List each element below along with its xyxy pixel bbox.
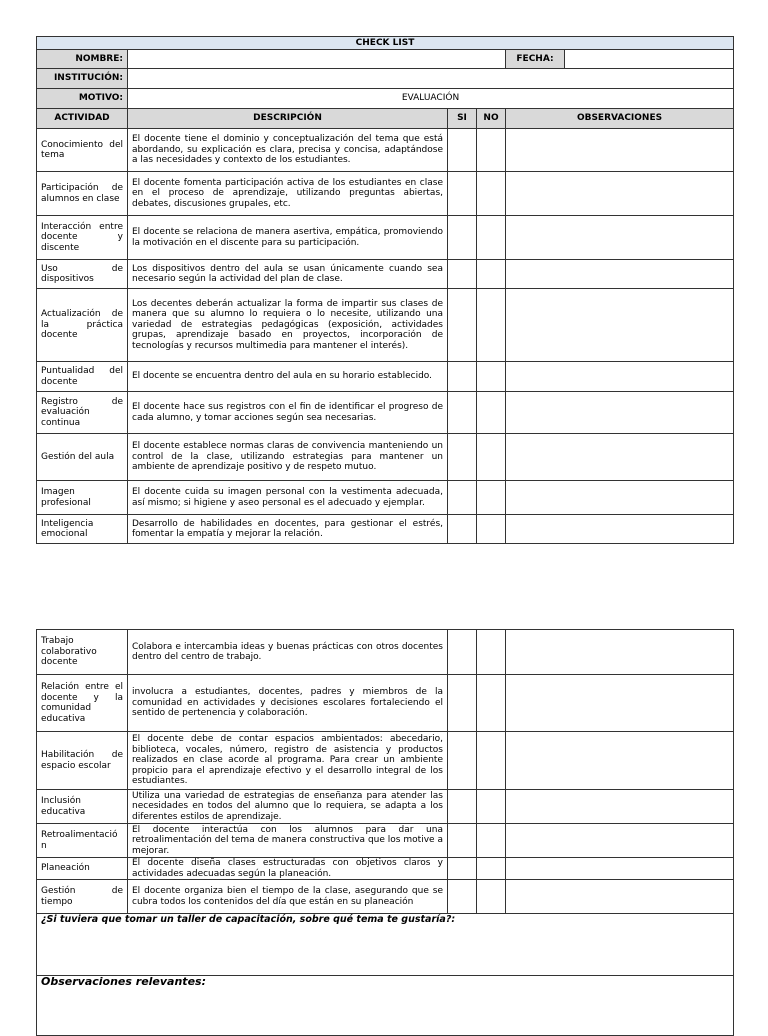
si-checkbox-cell[interactable] [448,858,477,880]
no-checkbox-cell[interactable] [477,260,506,289]
observation-cell[interactable] [506,216,734,260]
si-checkbox-cell[interactable] [448,675,477,732]
si-checkbox-cell[interactable] [448,515,477,544]
table-row [37,216,734,260]
checklist-table-page1 [36,36,734,544]
activity-cell: Habilitación de espacio escolar [37,732,128,790]
institucion-field[interactable] [128,69,734,89]
activity-cell: Actualización de la práctica docente [37,289,128,362]
table-row [37,172,734,216]
no-checkbox-cell[interactable] [477,824,506,858]
description-cell: El docente establece normas claras de convivencia manteniendo un control de la clase, utilizando estrategias para mantener un ambiente de aprendizaje positivo y de respeto mutuo. [128,434,448,481]
si-checkbox-cell[interactable] [448,824,477,858]
no-checkbox-cell[interactable] [477,129,506,172]
observation-cell[interactable] [506,362,734,392]
description-cell: El docente diseña clases estructuradas con objetivos claros y actividades adecuadas según la planeación. [128,858,448,880]
column-header-observaciones: OBSERVACIONES [506,109,734,129]
si-checkbox-cell[interactable] [448,172,477,216]
no-checkbox-cell[interactable] [477,434,506,481]
activity-cell: Puntualidad del docente [37,362,128,392]
description-cell: Los decentes deberán actualizar la forma de impartir sus clases de manera que su alumno lo requiera o lo necesite, utilizando una variedad de estrategias pedagógicas (exposición, actividades grupas, aprendizaje basado en proyectos, incorporación de tecnologías y recursos multimedia para mantener el interés). [128,289,448,362]
table-row [37,858,734,880]
table-row [37,362,734,392]
activity-cell: Registro de evaluación continua [37,392,128,434]
description-cell: Colabora e intercambia ideas y buenas prácticas con otros docentes dentro del centro de trabajo. [128,630,448,675]
no-checkbox-cell[interactable] [477,732,506,790]
si-checkbox-cell[interactable] [448,260,477,289]
si-checkbox-cell[interactable] [448,216,477,260]
activity-cell: Trabajo colaborativo docente [37,630,128,675]
observation-cell[interactable] [506,434,734,481]
observation-cell[interactable] [506,880,734,914]
description-cell: Los dispositivos dentro del aula se usan únicamente cuando sea necesario según la actividad del plan de clase. [128,260,448,289]
description-cell: El docente organiza bien el tiempo de la clase, asegurando que se cubra todos los contenidos del día que están en su planeación [128,880,448,914]
institucion-label: INSTITUCIÓN: [37,69,128,89]
nombre-field[interactable] [128,50,506,69]
no-checkbox-cell[interactable] [477,790,506,824]
observation-cell[interactable] [506,858,734,880]
table-row [37,675,734,732]
activity-cell: Gestión del aula [37,434,128,481]
activity-cell: Gestión de tiempo [37,880,128,914]
observation-cell[interactable] [506,289,734,362]
no-checkbox-cell[interactable] [477,515,506,544]
si-checkbox-cell[interactable] [448,362,477,392]
motivo-label: MOTIVO: [37,89,128,109]
column-header-no: NO [477,109,506,129]
activity-cell: Planeación [37,858,128,880]
table-row [37,790,734,824]
description-cell: involucra a estudiantes, docentes, padres y miembros de la comunidad en actividades y decisiones escolares fortaleciendo el sentido de pertenencia y colaboración. [128,675,448,732]
observation-cell[interactable] [506,675,734,732]
si-checkbox-cell[interactable] [448,434,477,481]
activity-cell: Inteligencia emocional [37,515,128,544]
description-cell: Utiliza una variedad de estrategias de enseñanza para atender las necesidades en todos del alumno que lo requiera, se adapta a los diferentes estilos de aprendizaje. [128,790,448,824]
observation-cell[interactable] [506,481,734,515]
description-cell: El docente fomenta participación activa de los estudiantes en clase en el proceso de aprendizaje, utilizando preguntas abiertas, debates, discusiones grupales, etc. [128,172,448,216]
description-cell: El docente se relaciona de manera asertiva, empática, promoviendo la motivación en el discente para su participación. [128,216,448,260]
no-checkbox-cell[interactable] [477,858,506,880]
checklist-title: CHECK LIST [37,37,734,50]
activity-cell: Relación entre el docente y la comunidad educativa [37,675,128,732]
table-row [37,289,734,362]
no-checkbox-cell[interactable] [477,675,506,732]
si-checkbox-cell[interactable] [448,289,477,362]
fecha-label: FECHA: [506,50,565,68]
activity-cell: Uso de dispositivos [37,260,128,289]
si-checkbox-cell[interactable] [448,129,477,172]
description-cell: El docente cuida su imagen personal con la vestimenta adecuada, así mismo; si higiene y aseo personal es el adecuado y ejemplar. [128,481,448,515]
description-cell: El docente interactúa con los alumnos para dar una retroalimentación del tema de manera constructiva que los motive a mejorar. [128,824,448,858]
table-row [37,824,734,858]
activity-cell: Conocimiento del tema [37,129,128,172]
training-question-field[interactable]: ¿Si tuviera que tomar un taller de capacitación, sobre qué tema te gustaría?: [37,914,734,976]
column-header-actividad: ACTIVIDAD [37,109,128,129]
table-row [37,515,734,544]
si-checkbox-cell[interactable] [448,880,477,914]
observation-cell[interactable] [506,824,734,858]
description-cell: Desarrollo de habilidades en docentes, para gestionar el estrés, fomentar la empatía y mejorar la relación. [128,515,448,544]
si-checkbox-cell[interactable] [448,392,477,434]
table-row [37,630,734,675]
observation-cell[interactable] [506,630,734,675]
no-checkbox-cell[interactable] [477,289,506,362]
observation-cell[interactable] [506,732,734,790]
table-row [37,260,734,289]
si-checkbox-cell[interactable] [448,790,477,824]
no-checkbox-cell[interactable] [477,880,506,914]
observation-cell[interactable] [506,172,734,216]
description-cell: El docente tiene el dominio y conceptualización del tema que está abordando, su explicación es clara, precisa y concisa, adaptándose a las necesidades y contexto de los estudiantes. [128,129,448,172]
observation-cell[interactable] [506,790,734,824]
description-cell: El docente se encuentra dentro del aula en su horario establecido. [128,362,448,392]
no-checkbox-cell[interactable] [477,362,506,392]
activity-cell: Imagen profesional [37,481,128,515]
no-checkbox-cell[interactable] [477,172,506,216]
column-header-descripcion: DESCRIPCIÓN [128,109,448,129]
observation-cell[interactable] [506,392,734,434]
si-checkbox-cell[interactable] [448,481,477,515]
motivo-value: EVALUACIÓN [128,89,734,109]
observation-cell[interactable] [506,129,734,172]
activity-cell: Interacción entre docente y discente [37,216,128,260]
table-row [37,481,734,515]
activity-cell: Participación de alumnos en clase [37,172,128,216]
table-row [37,434,734,481]
table-row [37,129,734,172]
column-header-si: SI [448,109,477,129]
no-checkbox-cell[interactable] [477,630,506,675]
no-checkbox-cell[interactable] [477,216,506,260]
checklist-table-page2 [36,629,734,1036]
activity-cell: Retroalimentación [37,824,128,858]
fecha-field[interactable] [565,50,733,68]
si-checkbox-cell[interactable] [448,630,477,675]
activity-cell: Inclusión educativa [37,790,128,824]
relevant-observations-field[interactable]: Observaciones relevantes: [37,976,734,1036]
no-checkbox-cell[interactable] [477,392,506,434]
observation-cell[interactable] [506,260,734,289]
table-row [37,392,734,434]
table-row [37,732,734,790]
description-cell: El docente debe de contar espacios ambientados: abecedario, biblioteca, vocales, número, registro de asistencia y productos realizados en clase acorde al programa. Para crear un ambiente propicio para el aprendizaje efectivo y el desarrollo integral de los estudiantes. [128,732,448,790]
si-checkbox-cell[interactable] [448,732,477,790]
no-checkbox-cell[interactable] [477,481,506,515]
description-cell: El docente hace sus registros con el fin de identificar el progreso de cada alumno, y tomar acciones según sea necesarias. [128,392,448,434]
observation-cell[interactable] [506,515,734,544]
nombre-label: NOMBRE: [37,50,128,69]
table-row [37,880,734,914]
